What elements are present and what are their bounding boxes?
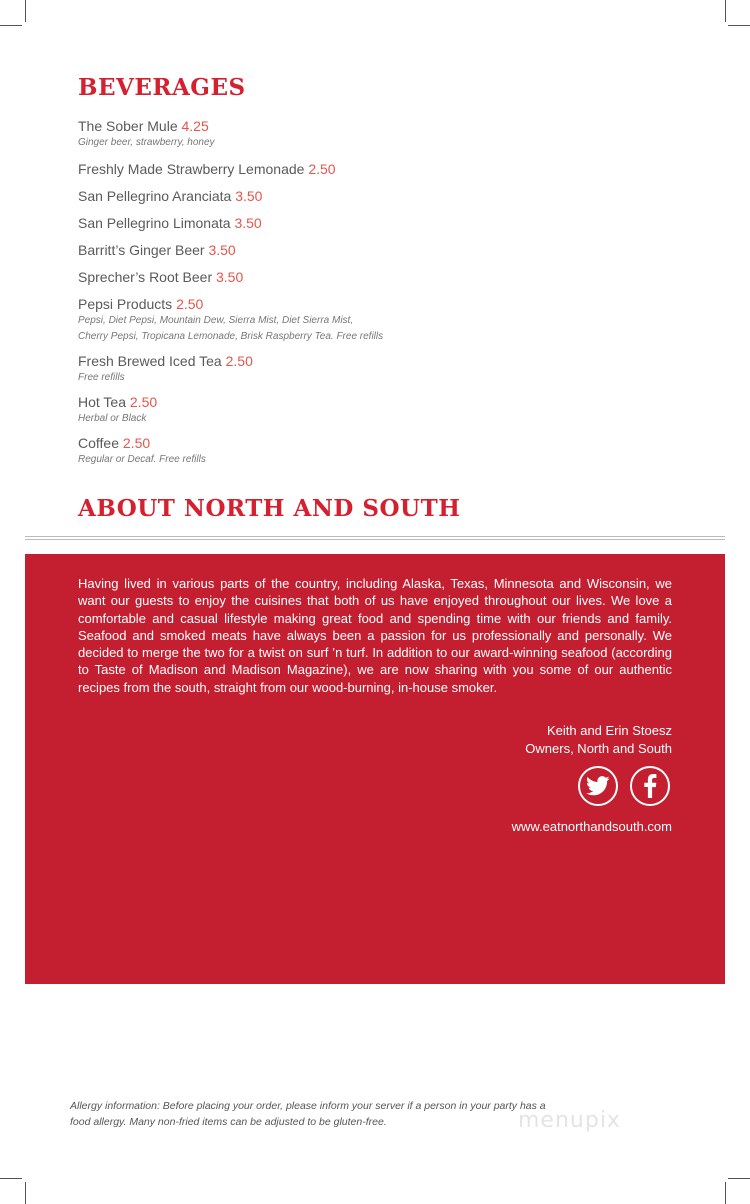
- menu-item: [78, 435, 598, 468]
- menu-item: [78, 296, 598, 345]
- menu-item: [78, 118, 598, 151]
- item-name: San Pellegrino Aranciata: [78, 188, 232, 204]
- crop-mark: [25, 1182, 26, 1204]
- menu-item: [78, 269, 598, 286]
- item-price: 2.50: [308, 161, 336, 177]
- about-panel: [25, 554, 725, 984]
- item-description: Herbal or Black: [78, 413, 147, 424]
- item-name: San Pellegrino Limonata: [78, 215, 231, 231]
- watermark: menupix: [518, 1108, 621, 1133]
- item-name: Fresh Brewed Iced Tea: [78, 353, 222, 369]
- allergy-note: [70, 1098, 590, 1130]
- item-name: The Sober Mule: [78, 118, 178, 134]
- beverages-heading: BEVERAGES: [78, 74, 246, 101]
- crop-mark: [725, 1182, 726, 1204]
- divider: [25, 539, 725, 540]
- item-price: 3.50: [235, 188, 263, 204]
- item-description: Cherry Pepsi, Tropicana Lemonade, Brisk Raspberry Tea. Free refills: [78, 331, 384, 342]
- about-heading: ABOUT NORTH AND SOUTH: [78, 495, 461, 522]
- signature-names: Keith and Erin Stoesz: [546, 723, 672, 738]
- crop-mark: [25, 0, 26, 22]
- item-description: Regular or Decaf. Free refills: [78, 454, 206, 465]
- item-price: 3.50: [208, 242, 236, 258]
- item-name: Barritt’s Ginger Beer: [78, 242, 205, 258]
- menu-item: [78, 215, 598, 232]
- signature-role: Owners, North and South: [525, 741, 672, 756]
- crop-mark: [0, 1178, 22, 1179]
- allergy-line-1: Allergy information: Before placing your order, please inform your server if a person in your party has a: [70, 1100, 546, 1112]
- item-price: 2.50: [176, 296, 204, 312]
- allergy-line-2: food allergy. Many non-fried items can be adjusted to be gluten-free.: [70, 1116, 387, 1128]
- item-description: Ginger beer, strawberry, honey: [78, 137, 215, 148]
- menu-item: [78, 394, 598, 427]
- item-name: Pepsi Products: [78, 296, 173, 312]
- item-name: Freshly Made Strawberry Lemonade: [78, 161, 305, 177]
- menu-item: [78, 188, 598, 205]
- item-name: Coffee: [78, 435, 119, 451]
- crop-mark: [728, 25, 750, 26]
- menu-item: [78, 353, 598, 386]
- website-link[interactable]: www.eatnorthandsouth.com: [511, 819, 672, 834]
- item-price: 4.25: [181, 118, 209, 134]
- item-description: Pepsi, Diet Pepsi, Mountain Dew, Sierra Mist, Diet Sierra Mist,: [78, 315, 354, 326]
- item-name: Sprecher’s Root Beer: [78, 269, 213, 285]
- twitter-icon[interactable]: [578, 766, 618, 806]
- menu-item: [78, 242, 598, 259]
- crop-mark: [725, 0, 726, 22]
- about-body: Having lived in various parts of the country, including Alaska, Texas, Minnesota and Wisconsin, we want our guests to enjoy the cuisines that both of us have enjoyed throughout our lives. We love a comfortable and casual lifestyle making great food and spending time with our friends and family. Seafood and smoked meats have always been a passion for us professionally and personally. We decided to merge the two for a twist on surf ’n turf. In addition to our award-winning seafood (according to Taste of Madison and Madison Magazine), we are now sharing with you some of our authentic recipes from the south, straight from our wood-burning, in-house smoker.: [78, 576, 672, 695]
- item-price: 3.50: [216, 269, 244, 285]
- item-price: 2.50: [129, 394, 158, 410]
- crop-mark: [0, 25, 22, 26]
- item-price: 3.50: [234, 215, 262, 231]
- item-description: Free refills: [78, 372, 125, 383]
- divider: [25, 536, 725, 537]
- menu-item: [78, 161, 598, 178]
- item-price: 2.50: [122, 435, 151, 451]
- item-price: 2.50: [225, 353, 253, 369]
- facebook-icon[interactable]: [630, 766, 670, 806]
- crop-mark: [728, 1178, 750, 1179]
- beverage-menu: [78, 118, 598, 468]
- item-name: Hot Tea: [78, 394, 126, 410]
